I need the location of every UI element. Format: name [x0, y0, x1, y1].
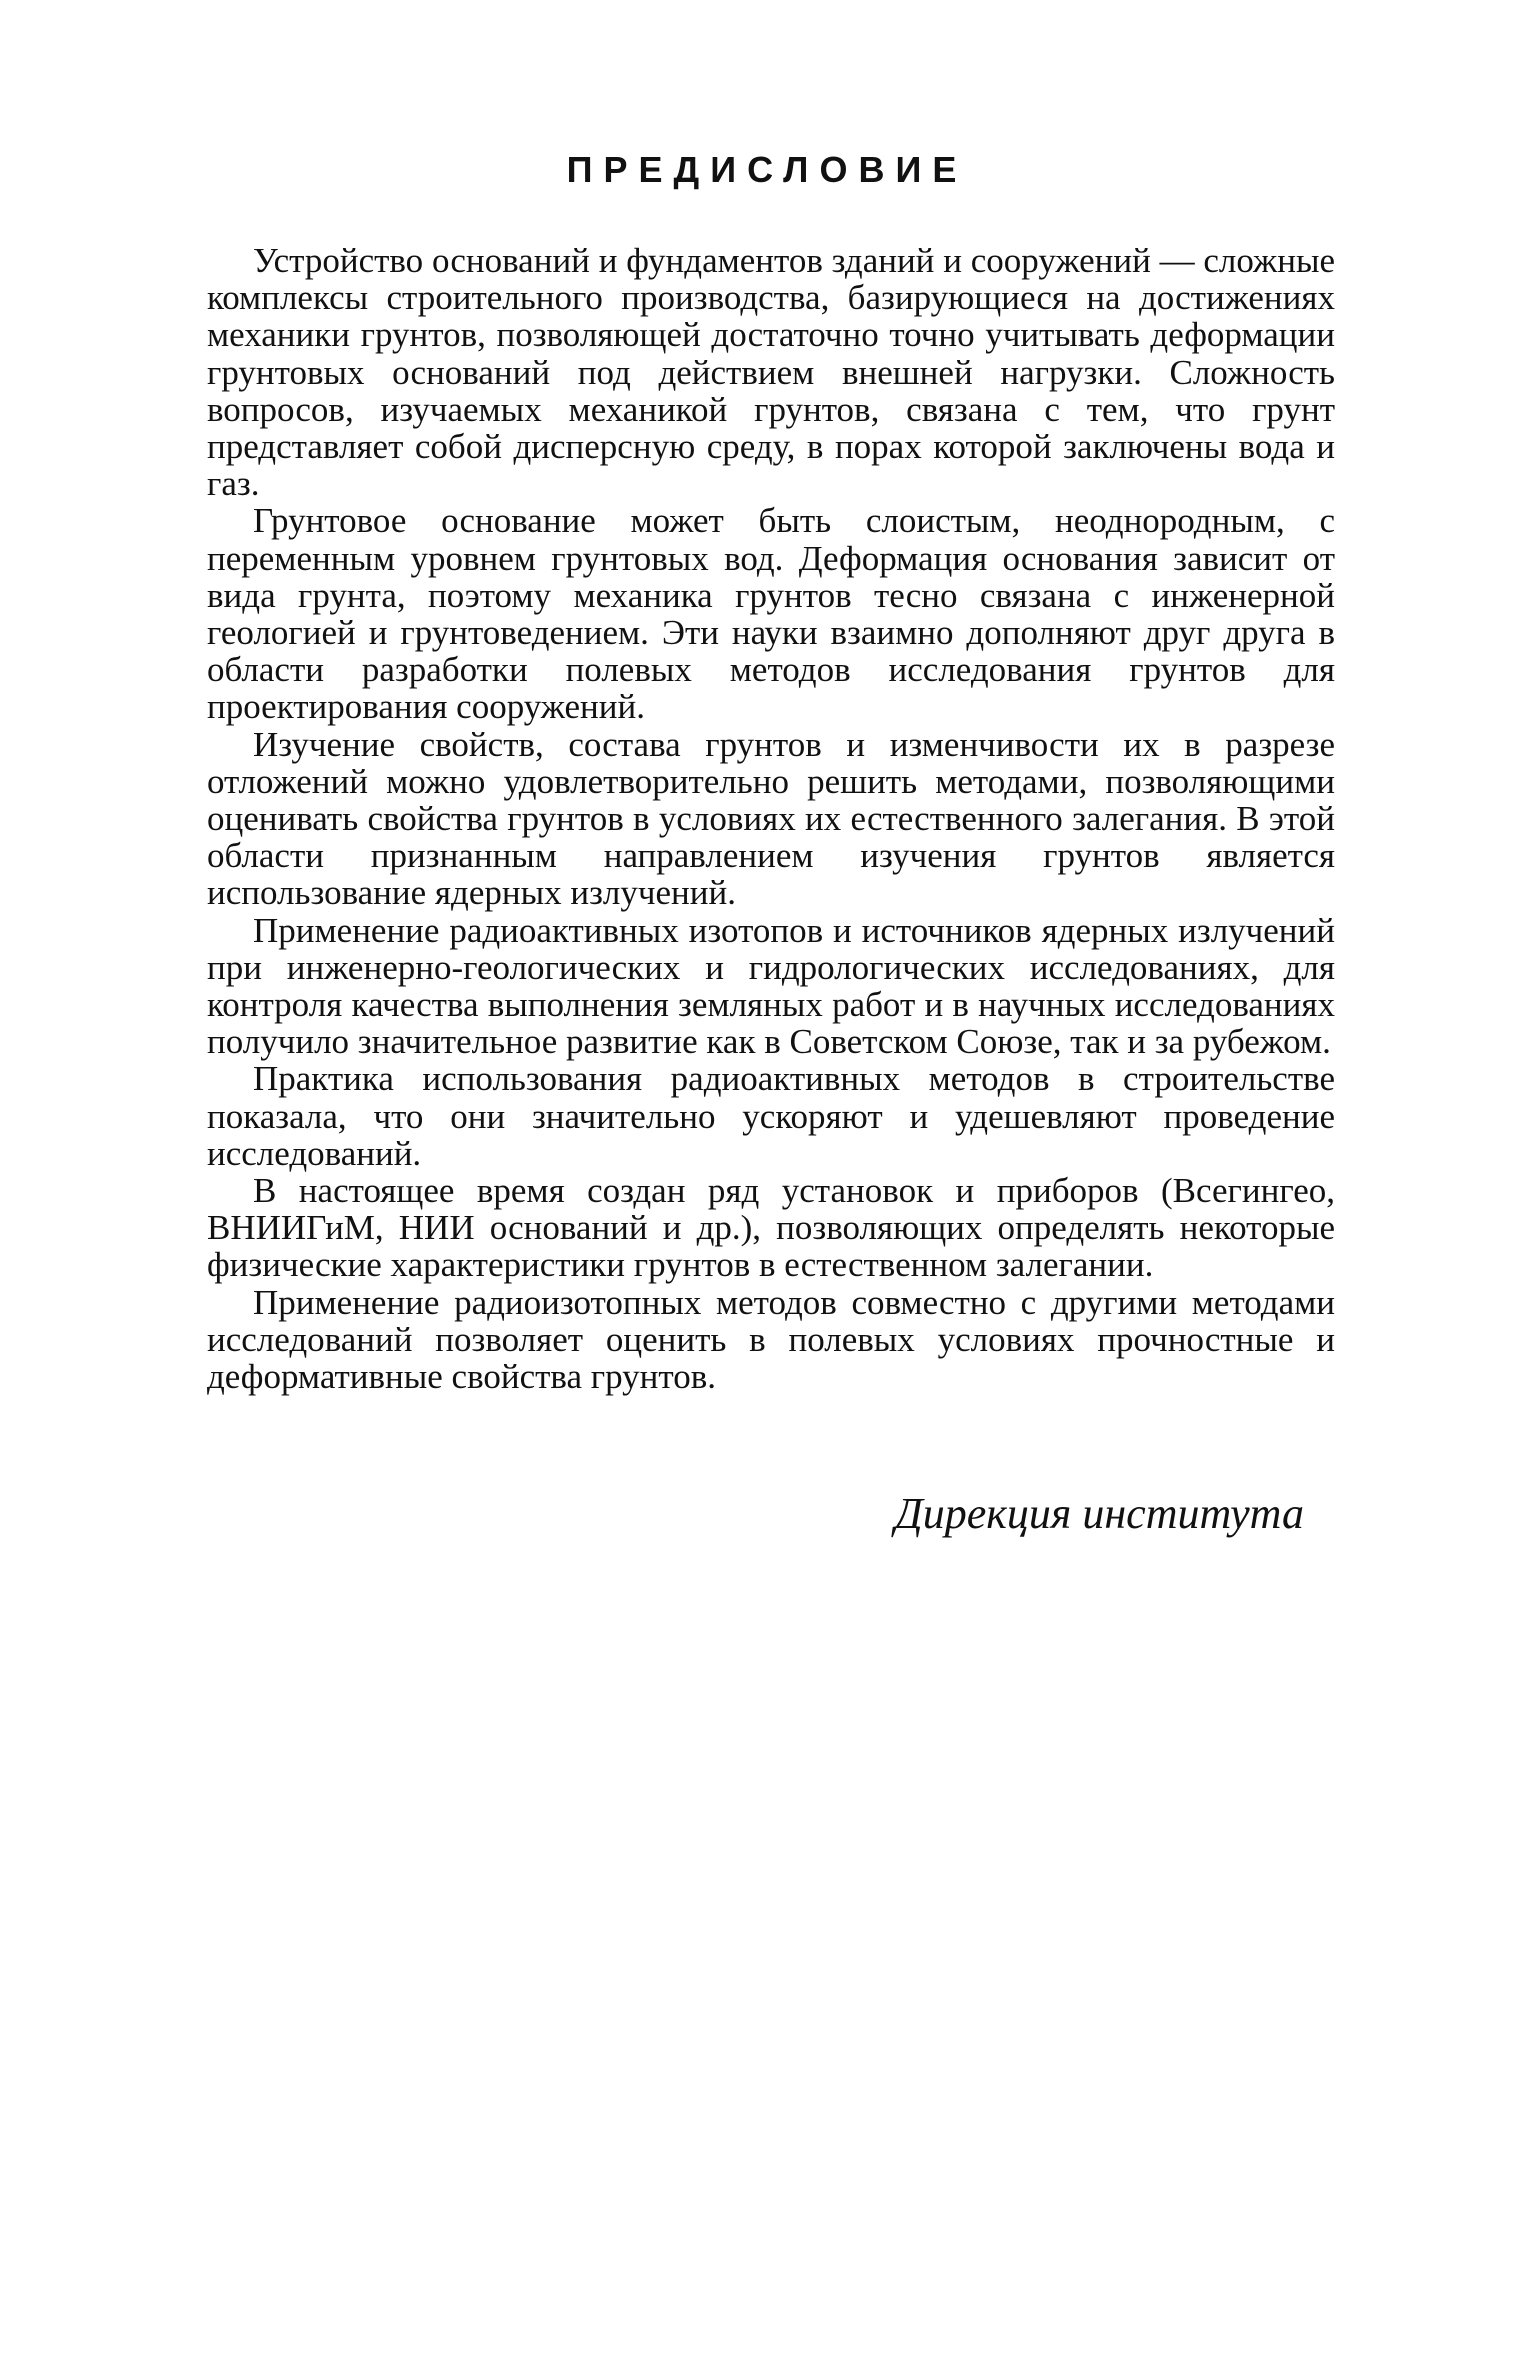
paragraph: Применение радиоизотопных методов совместно с другими методами исследований позволяет оценить в полевых условиях прочностные и деформативные свойства грунтов.: [207, 1282, 1335, 1397]
paragraph: В настоящее время создан ряд установок и приборов (Всегингео, ВНИИГиМ, НИИ оснований и др.), позволяющих определять некоторые физические характеристики грунтов в естественном залегании.: [207, 1171, 1335, 1285]
paragraph: Грунтовое основание может быть слоистым, неоднородным, с переменным уровнем грунтовых вод. Деформация основания зависит от вида грунта, поэтому механика грунтов тесно связана с инженерной геологией и грунтоведением. Эти науки взаимно дополняют друг друга в области разработки полевых методов исследования грунтов для проектирования сооружений.: [207, 501, 1335, 727]
body-text: [207, 242, 1335, 1395]
page-title: ПРЕДИСЛОВИЕ: [566, 149, 968, 190]
paragraph: Изучение свойств, состава грунтов и изменчивости их в разрезе отложений можно удовлетворительно решить методами, позволяющими оценивать свойства грунтов в условиях их естественного залегания. В этой области признанным направлением изучения грунтов является использование ядерных излучений.: [207, 724, 1335, 913]
paragraph: Применение радиоактивных изотопов и источников ядерных излучений при инженерно-геологических и гидрологических исследованиях, для контроля качества выполнения земляных работ и в научных исследованиях получило значительное развитие как в Советском Союзе, так и за рубежом.: [207, 910, 1335, 1062]
paragraph: Устройство оснований и фундаментов зданий и сооружений — сложные комплексы строительного производства, базирующиеся на достижениях механики грунтов, позволяющей достаточно точно учитывать деформации грунтовых оснований под действием внешней нагрузки. Сложность вопросов, изучаемых механикой грунтов, связана с тем, что грунт представляет собой дисперсную среду, в порах которой заключены вода и газ.: [207, 241, 1335, 504]
signature: Дирекция института: [894, 1489, 1304, 1538]
paragraph: Практика использования радиоактивных методов в строительстве показала, что они значительно ускоряют и удешевляют проведение исследований.: [207, 1059, 1335, 1173]
